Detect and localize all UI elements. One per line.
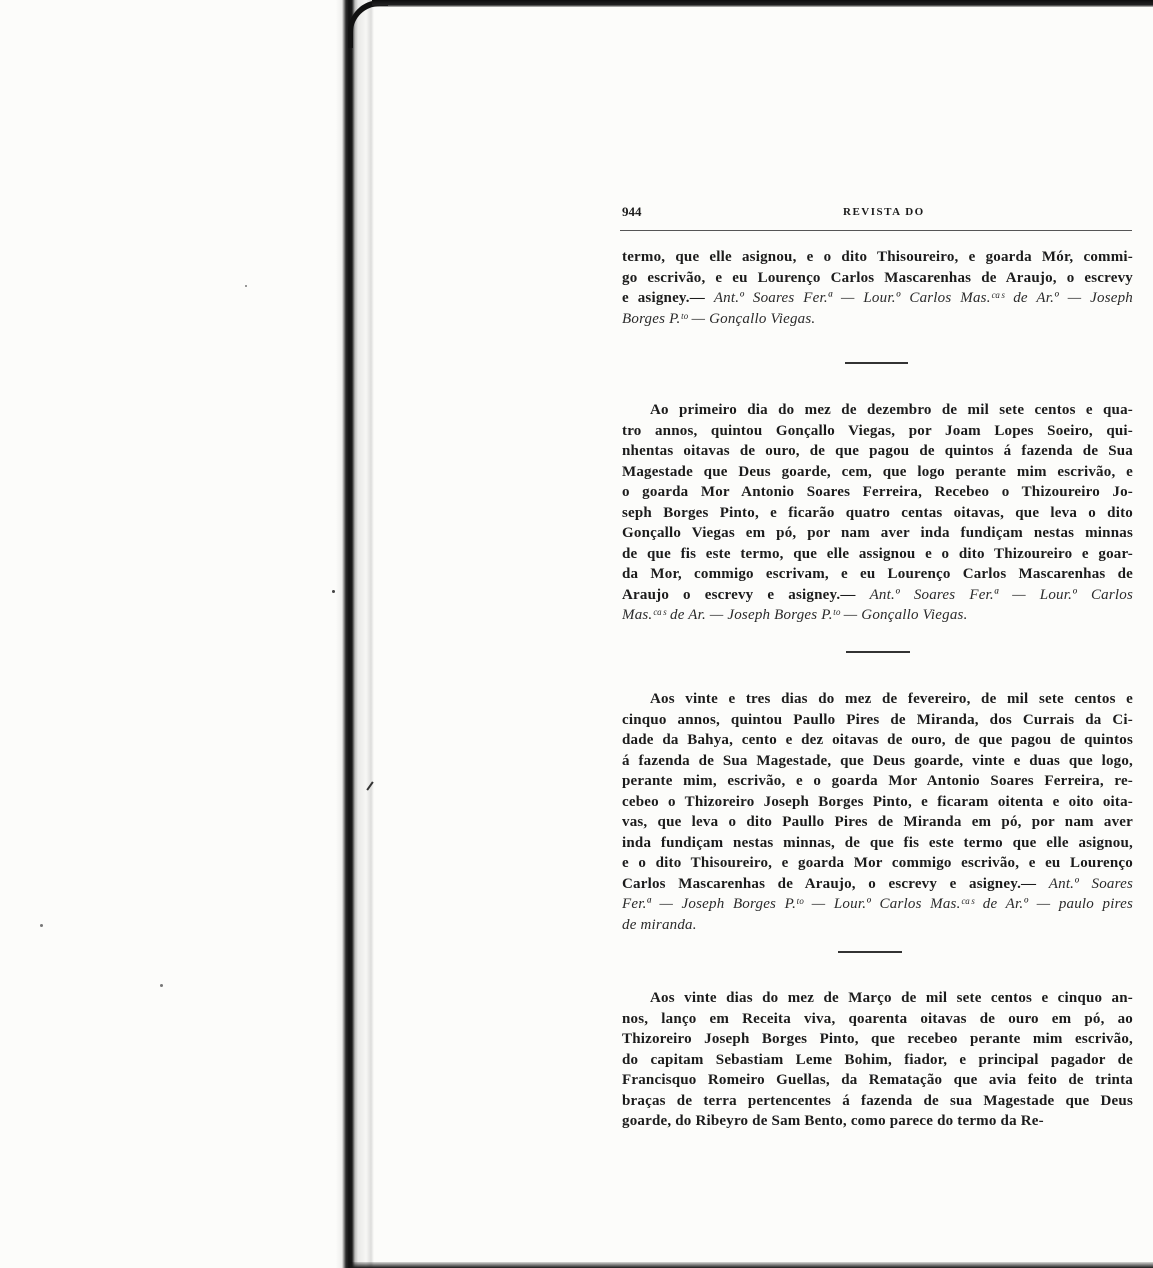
body-text: inda fundiçam nestas minnas, de que fis este termo que elle asignou, (622, 834, 1133, 851)
text-line (622, 730, 1133, 751)
book-binding-shadow (336, 0, 380, 1268)
body-text: vas, que leva o dito Paullo Pires de Miranda em pó, por nam aver (622, 814, 1133, 830)
text-entry (622, 689, 1133, 935)
body-text: tro annos, quintou Gonçallo Viegas, por Joam Lopes Soeiro, qui- (622, 422, 1133, 439)
text-line (622, 1009, 1133, 1030)
text-line (622, 400, 1133, 421)
scan-speck (40, 924, 43, 927)
signature-text: Ant.º Soares Fer.ª — Lour.º Carlos (869, 586, 1133, 603)
body-text: dade da Bahya, cento e dez oitavas de ouro, de que pagou de quintos (622, 732, 1133, 748)
header-rule (620, 230, 1132, 231)
body-text: Ao primeiro dia do mez de dezembro de mil sete centos e qua- (650, 402, 1133, 418)
text-line (622, 1111, 1133, 1132)
text-line (622, 247, 1133, 268)
body-text: de que fis este termo, que elle assignou e o dito Thizoureiro e goar- (622, 545, 1133, 562)
body-text: do capitam Sebastiam Leme Bohim, fiador, e principal pagador de (622, 1051, 1133, 1068)
text-line (622, 503, 1133, 524)
text-line (622, 523, 1133, 544)
text-line (622, 605, 1133, 626)
page-number: 944 (622, 204, 642, 219)
body-text: Aos vinte e tres dias do mez de fevereiro, de mil sete centos e (650, 691, 1133, 707)
body-text: Gonçallo Viegas em pó, por nam aver inda fundiçam nestas minnas (622, 525, 1133, 541)
body-text: termo, que elle asignou, e o dito Thisoureiro, e goarda Mór, commi- (622, 249, 1133, 265)
text-line (622, 1029, 1133, 1050)
text-line (622, 268, 1133, 289)
body-text: Carlos Mascarenhas de Araujo, o escrevy e asigney.— (622, 875, 1049, 892)
text-entry (622, 400, 1133, 626)
signature-text: Ant.º Soares Fer.ª — Lour.º Carlos Mas.ᶜᵃˢ de Ar.º — Joseph (713, 290, 1133, 306)
body-text: nhentas oitavas de ouro, de que pagou de quintos á fazenda de Sua (622, 443, 1133, 459)
text-entry (622, 988, 1133, 1132)
scan-top-edge (372, 0, 1153, 7)
body-text: o goarda Mor Antonio Soares Ferreira, Recebeo o Thizoureiro Jo- (622, 484, 1133, 500)
body-text: Thizoreiro Joseph Borges Pinto, que recebeo perante mim escrivão, (622, 1031, 1133, 1047)
text-line (622, 771, 1133, 792)
body-text: e o dito Thisoureiro, e goarda Mor commigo escrivão, e eu Lourenço (622, 855, 1133, 871)
body-text: seph Borges Pinto, e ficarão quatro centas oitavas, que leva o dito (622, 504, 1133, 521)
body-text: goarde, do Ribeyro de Sam Bento, como parece do termo da Re- (622, 1113, 1044, 1129)
text-line (622, 1070, 1133, 1091)
text-line (622, 833, 1133, 854)
body-text: go escrivão, e eu Lourenço Carlos Mascarenhas de Araujo, o escrevy (622, 269, 1133, 286)
text-line (622, 462, 1133, 483)
text-line (622, 482, 1133, 503)
signature-text: Mas.ᶜᵃˢ de Ar. — Joseph Borges P.ᵗᵒ — Gonçallo Viegas. (622, 607, 968, 623)
signature-text: Fer.ª — Joseph Borges P.ᵗᵒ — Lour.º Carlos Mas.ᶜᵃˢ de Ar.º — paulo pires (622, 896, 1133, 912)
scan-bottom-edge (350, 1262, 1153, 1268)
signature-text: de miranda. (622, 916, 697, 933)
text-line (622, 792, 1133, 813)
text-line (622, 544, 1133, 565)
body-text: Araujo o escrevy e asigney.— (622, 586, 870, 603)
text-line (622, 751, 1133, 772)
scan-speck (160, 984, 163, 987)
body-text: e asigney.— (622, 290, 714, 306)
text-line (622, 988, 1133, 1009)
text-line (622, 915, 1133, 936)
text-line (622, 874, 1133, 895)
text-line (622, 441, 1133, 462)
body-text: Aos vinte dias do mez de Março de mil sete centos e cinquo an- (650, 990, 1133, 1006)
signature-text: Borges P.ᵗᵒ — Gonçallo Viegas. (622, 310, 816, 327)
text-line (622, 710, 1133, 731)
signature-text: Ant.º Soares (1048, 875, 1133, 892)
text-line (622, 689, 1133, 710)
scan-speck (245, 285, 247, 287)
entry-separator (845, 362, 908, 364)
text-line (622, 894, 1133, 915)
text-entry (622, 247, 1133, 329)
text-line (622, 585, 1133, 606)
text-line (622, 812, 1133, 833)
scan-speck (332, 590, 335, 593)
body-text: nos, lanço em Receita viva, qoarenta oitavas de ouro em pó, ao (622, 1010, 1133, 1027)
text-line (622, 309, 1133, 330)
body-text: da Mor, commigo escrivam, e eu Lourenço Carlos Mascarenhas de (622, 566, 1133, 582)
text-line (622, 853, 1133, 874)
entry-separator (838, 951, 902, 953)
body-text: braças de terra pertencentes á fazenda de sua Magestade que Deus (622, 1092, 1133, 1109)
text-line (622, 1050, 1133, 1071)
body-text: á fazenda de Sua Magestade, que Deus goarde, vinte e duas que logo, (622, 752, 1133, 769)
running-head: REVISTA DO (843, 206, 925, 218)
body-text: cinquo annos, quintou Paullo Pires de Miranda, dos Currais da Ci- (622, 711, 1133, 728)
text-line (622, 564, 1133, 585)
body-text: cebeo o Thizoreiro Joseph Borges Pinto, e ficaram oitenta e oito oita- (622, 793, 1133, 810)
entry-separator (846, 651, 910, 653)
text-line (622, 1091, 1133, 1112)
text-line (622, 288, 1133, 309)
body-text: perante mim, escrivão, e o goarda Mor Antonio Soares Ferreira, re- (622, 773, 1133, 789)
body-text: Magestade que Deus goarde, cem, que logo perante mim escrivão, e (622, 463, 1133, 480)
text-line (622, 421, 1133, 442)
body-text: Francisquo Romeiro Guellas, da Rematação que avia feito de trinta (622, 1072, 1133, 1088)
